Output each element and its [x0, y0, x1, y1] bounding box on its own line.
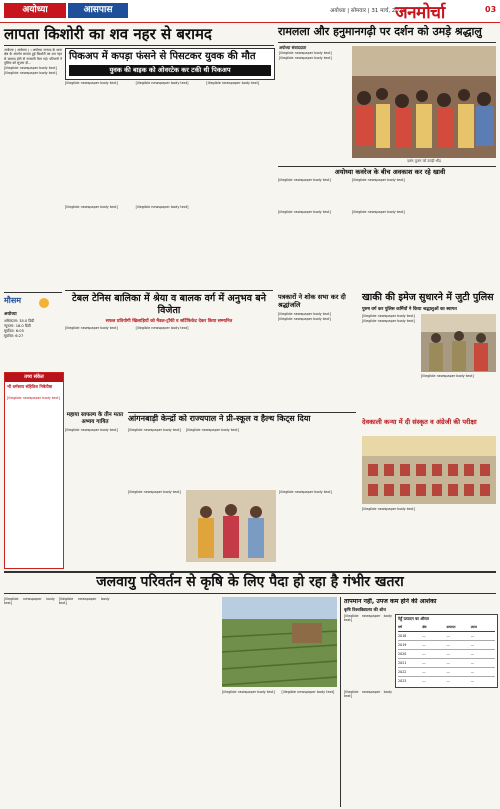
khaki-headline: खाकी की इमेज सुधारने में जुटी पुलिस [362, 292, 494, 303]
table-title: गेहूँ उत्पादन का औसत [398, 616, 429, 621]
paragraph: [illegible newspaper body text] [135, 81, 189, 85]
temperature-body-continued [344, 690, 496, 805]
devkali-body [362, 507, 496, 569]
masthead [0, 0, 500, 23]
table-cell: — [446, 670, 450, 674]
table-cell: — [422, 679, 426, 683]
tabletennis-headline: टेबल टेनिस बालिका में श्रेया व बालक वर्ग में अनुभव बने विजेता [72, 293, 266, 316]
lead-headline: लापता किशोरी का शव नहर से बरामद [4, 25, 212, 43]
paragraph: [illegible newspaper body text] [65, 205, 118, 209]
table-row [398, 632, 495, 641]
ayodhya-body-continued [278, 210, 496, 290]
lead-body [4, 48, 62, 288]
pickup-subhead: युवक की बाइक को ओवरटेक कर टकी थी पिकअप [69, 65, 271, 76]
kendra-body [128, 428, 356, 488]
paragraph: अयोध्या ( अयोध्या ) । अयोध्या जनपद के थाना क्षेत्र के अंतर्गत लापता हुई किशोरी का शव नहर से बरामद होने से सनसनी फैल गई। परिजनों ने पुलिस को सूचना दी... [4, 48, 62, 65]
pickup-body-continued [65, 205, 273, 287]
ram-photo-caption: दर्शन-पूजन को उमड़ी भीड़ [407, 159, 441, 163]
ayodhya-body [278, 178, 496, 208]
table-row [398, 677, 495, 685]
ram-headline: रामलला और हनुमानगढ़ी पर दर्शन को उमड़े श्रद्धालु [278, 25, 482, 38]
paragraph: [illegible newspaper body text] [65, 81, 118, 85]
paragraph: [illegible newspaper body text] [222, 690, 275, 694]
ram-byline: अयोध्या संवाददाता [279, 45, 307, 50]
weather-line: न्यूनतम: 18.0 डिग्री [4, 324, 31, 328]
field-photo [222, 597, 337, 687]
table-cell: — [422, 661, 426, 665]
crowd-photo [352, 46, 496, 158]
paragraph: [illegible newspaper body text] [278, 317, 331, 322]
weather-line: अधिकतम: 35.0 डिग्री [4, 319, 35, 323]
table-cell: — [446, 652, 450, 656]
weather-line: सूर्यास्त: 6:27 [4, 334, 24, 338]
paragraph: [illegible newspaper body text] [279, 490, 332, 494]
devkali-headline: देवकाली कन्या में दी संस्कृत व अंग्रेजी की परीक्षा [362, 418, 477, 426]
paragraph: [illegible newspaper body text] [58, 597, 110, 606]
section-tab-city: अयोध्या [4, 3, 66, 18]
editorial-subhead: भी धर्मसत्य संहितिश निषेतीषा [7, 384, 53, 389]
table-row [398, 668, 495, 677]
paragraph: [illegible newspaper body text] [278, 312, 331, 316]
table-cell: 2023 [398, 679, 407, 683]
paragraph: [illegible newspaper body text] [128, 428, 181, 432]
table-cell: 2021 [398, 661, 407, 665]
table-cell: — [446, 661, 450, 665]
paragraph: [illegible newspaper body text] [344, 690, 392, 699]
table-cell: — [470, 670, 475, 674]
table-row [398, 650, 495, 659]
temperature-headline: तापमान नहीं, उपज कम होने की आशंका [344, 598, 437, 605]
sun-icon [34, 295, 54, 309]
temperature-body [344, 614, 392, 686]
paragraph: [illegible newspaper body text] [4, 71, 57, 76]
editorial-body [7, 396, 61, 564]
paragraph: [illegible newspaper body text] [7, 396, 60, 400]
table-header-row [398, 623, 495, 632]
table-cell: 2019 [398, 643, 407, 647]
students-photo [362, 436, 496, 504]
paragraph: [illegible newspaper body text] [4, 597, 55, 606]
table-cell: — [446, 634, 450, 638]
table-cell: — [422, 670, 426, 674]
weather-city: अयोध्या [4, 312, 17, 317]
paragraph: [illegible newspaper body text] [421, 374, 474, 378]
table-cell: — [422, 643, 426, 647]
kendra-headline: आंगनबाड़ी केन्द्रों को राज्यपाल ने प्री-स्कूल व हैल्थ किट्स दिया [128, 414, 311, 423]
weather-box [4, 292, 62, 371]
paragraph: [illegible newspaper body text] [352, 178, 405, 182]
table-cell: — [422, 634, 426, 638]
paragraph: [illegible newspaper body text] [352, 210, 405, 214]
editorial-box [4, 372, 64, 569]
ram-body [279, 51, 349, 171]
paragraph: [illegible newspaper body text] [278, 210, 331, 214]
paragraph: [illegible newspaper body text] [65, 326, 118, 330]
paragraph: [illegible newspaper body text] [186, 428, 239, 432]
table-header: उपज [470, 625, 477, 629]
table-cell: 2022 [398, 670, 407, 674]
table-cell: — [470, 661, 475, 665]
kendra-body-continued [128, 490, 183, 568]
patrakar-headline: पत्रकारों ने शोक सभा कर दी श्रद्धांजलि [278, 293, 346, 309]
paragraph: [illegible newspaper body text] [135, 326, 189, 330]
pickup-headline-box [65, 48, 275, 80]
table-cell: — [470, 634, 475, 638]
kendra-body-continued-right [279, 490, 356, 568]
khaki-body [362, 314, 418, 414]
table-cell: — [446, 643, 450, 647]
tabletennis-body [65, 326, 273, 409]
paragraph: [illegible newspaper body text] [279, 51, 332, 55]
khaki-subhead: पुरुष वर्ग कर पुलिस कर्मियों ने किया श्रद्धालुओं का स्वागत [362, 307, 457, 312]
newspaper-logo: जनमोर्चा [395, 3, 445, 23]
weather-line: सूर्योदय: 6:05 [4, 329, 24, 333]
paragraph: [illegible newspaper body text] [65, 428, 118, 432]
police-photo [421, 314, 496, 372]
temperature-subhead: कृषि विश्वविद्यालय की शोध [344, 607, 386, 612]
table-header: उत्पादन [446, 625, 456, 629]
paragraph: [illegible newspaper body text] [278, 178, 331, 182]
paragraph: [illegible newspaper body text] [362, 314, 415, 318]
table-cell: — [470, 643, 475, 647]
table-cell: — [446, 679, 450, 683]
paragraph: [illegible newspaper body text] [4, 66, 57, 71]
paragraph: [illegible newspaper body text] [279, 56, 332, 61]
table-cell: — [470, 652, 475, 656]
kendra-photo [186, 490, 276, 562]
paragraph: [illegible newspaper body text] [344, 614, 392, 623]
production-table [395, 614, 498, 688]
page-number: 03 [485, 5, 497, 14]
climate-body-continued [222, 690, 337, 805]
paragraph: [illegible newspaper body text] [281, 690, 335, 694]
section-tab-around: आसपास [68, 3, 128, 18]
pickup-body [65, 81, 273, 201]
table-grid [398, 623, 495, 685]
editorial-title: तथ्य संकेत [5, 373, 63, 382]
table-row [398, 641, 495, 650]
tabletennis-subhead: सफल प्रतियोगी खिलाड़ियों को मैडल-ट्रॉफी व सर्टिफिकेट देकर किया सम्मानित [105, 319, 233, 324]
mahakumbh-headline: महाया साफल्य के तीन मतत अभ्यय गायित [66, 412, 124, 425]
table-cell: 2020 [398, 652, 407, 656]
table-cell: 2018 [398, 634, 407, 638]
mahakumbh-body [65, 428, 125, 568]
table-cell: — [470, 679, 475, 683]
climate-headline: जलवायु परिवर्तन से कृषि के लिए पैदा हो रहा है गंभीर खतरा [96, 574, 404, 590]
ayodhya-headline: अयोध्या कवरेज के बीच अवकाश कर रहे खावी [334, 168, 446, 176]
dateline: अयोध्या | सोमवार | 31 मार्च, 2025 [330, 8, 406, 14]
paragraph: [illegible newspaper body text] [206, 81, 260, 85]
table-row [398, 659, 495, 668]
paragraph: [illegible newspaper body text] [128, 490, 181, 494]
table-header: क्षेत्र [422, 625, 427, 629]
table-header: वर्ष [398, 625, 402, 629]
climate-body [4, 597, 219, 805]
pickup-headline: पिकअप में कपड़ा फंसने से पिसटकर युवक की मौत [69, 51, 256, 62]
paragraph: [illegible newspaper body text] [362, 319, 415, 324]
paragraph: [illegible newspaper body text] [362, 507, 415, 511]
table-cell: — [422, 652, 426, 656]
khaki-body-continued [421, 374, 496, 414]
weather-title: मौसम [4, 296, 22, 305]
paragraph: [illegible newspaper body text] [135, 205, 189, 209]
